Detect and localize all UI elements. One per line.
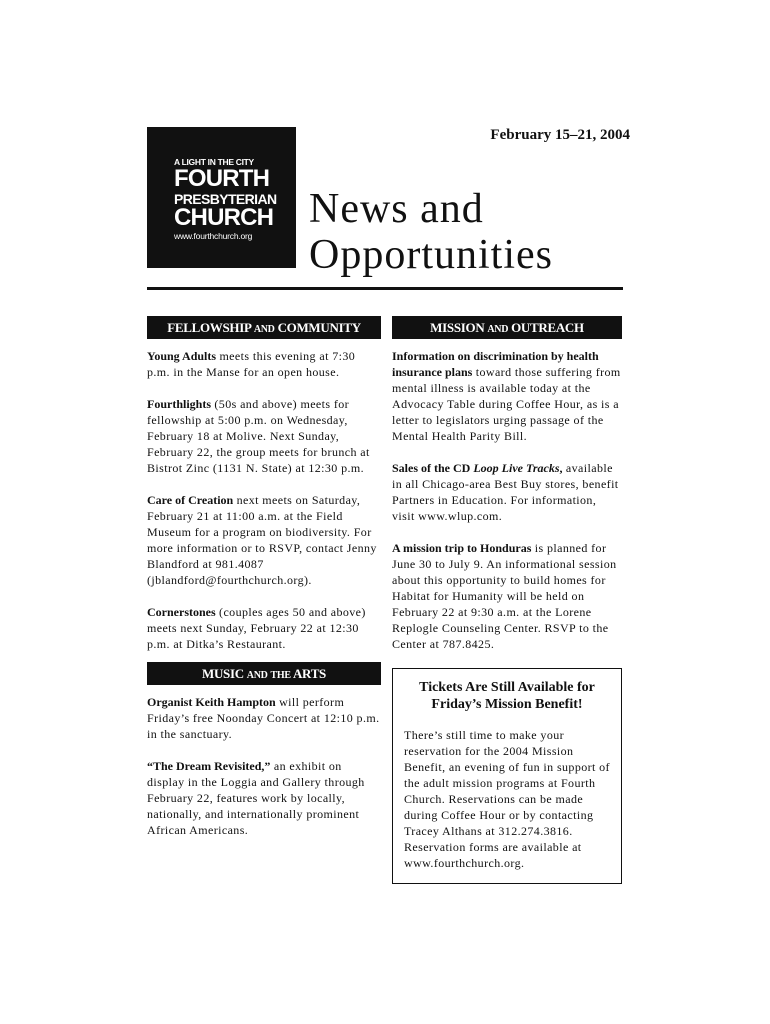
- logo-line-church: CHURCH: [174, 204, 274, 231]
- logo-url: www.fourthchurch.org: [174, 231, 253, 241]
- logo-line-presbyterian: PRESBYTERIAN: [174, 191, 277, 207]
- issue-date: February 15–21, 2004: [490, 127, 630, 143]
- left-column: [147, 316, 381, 854]
- heading-word: THE: [270, 670, 291, 681]
- heading-word: FELLOWSHIP: [167, 320, 251, 335]
- item-title: Young Adults: [147, 349, 217, 363]
- item-text: next meets on Saturday, February 21 at 11:00 a.m. at the Field Museum for a program on biodiversity. For more information or to RSVP, contact Jenny Blandford at 981.4087 (jblandford@fourthchurch.org).: [147, 493, 377, 587]
- item-title: Sales of the CD: [392, 461, 474, 475]
- item-text: toward those suffering from mental illness is available today at the Advocacy Table during Coffee Hour, as is a letter to legislators urging passage of the Mental Health Parity Bill.: [392, 365, 621, 443]
- title-line-2: Opportunities: [309, 232, 553, 278]
- item-title-italic: Loop Live Tracks: [473, 461, 560, 475]
- news-item: [147, 694, 381, 742]
- benefit-callout-box: [392, 668, 622, 884]
- news-item: [147, 396, 381, 476]
- heading-word: COMMUNITY: [277, 320, 361, 335]
- news-item: [147, 492, 381, 588]
- heading-word: ARTS: [292, 666, 326, 681]
- item-title: “The Dream Revisited,”: [147, 759, 271, 773]
- title-line-1: News and: [309, 186, 484, 232]
- item-title: Cornerstones: [147, 605, 216, 619]
- item-text: available in all Chicago-area Best Buy stores, benefit Partners in Education. For information, visit www.wlup.com.: [392, 461, 619, 523]
- item-text: will perform Friday’s free Noonday Concert at 12:10 p.m. in the sanctuary.: [147, 695, 380, 741]
- news-item: [392, 348, 622, 444]
- benefit-text: There’s still time to make your reservation for the 2004 Mission Benefit, an evening of fun in support of the adult mission programs at Fourth Church. Reservations can be made during Coffee Hour or by contacting Tracey Althans at 312.274.3816. Reservation forms are available at www.fourthchurch.org.: [404, 728, 610, 870]
- news-item: [147, 604, 381, 652]
- section-heading-fellowship: [147, 316, 381, 339]
- news-item: [392, 460, 622, 524]
- section-heading-mission: [392, 316, 622, 339]
- item-text: meets this evening at 7:30 p.m. in the Manse for an open house.: [147, 349, 356, 379]
- item-title: Care of Creation: [147, 493, 234, 507]
- item-title: Information on discrimination by health insurance plans: [392, 349, 599, 379]
- item-title: A mission trip to Honduras: [392, 541, 532, 555]
- heading-word: MUSIC: [202, 666, 244, 681]
- item-text: (couples ages 50 and above) meets next Sunday, February 22 at 12:30 p.m. at Ditka’s Restaurant.: [147, 605, 366, 651]
- heading-word: AND: [253, 324, 275, 335]
- item-text: an exhibit on display in the Loggia and Gallery through February 22, features work by locally, nationally, and internationally prominent African Americans.: [147, 759, 365, 837]
- item-text: is planned for June 30 to July 9. An informational session about this opportunity to build homes for Habitat for Humanity will be held on February 22 at 9:30 a.m. at the Lorene Replogle Counseling Center. RSVP to the Center at 787.8425.: [392, 541, 617, 651]
- item-title-tail: ,: [559, 461, 563, 475]
- section-heading-music: [147, 662, 381, 685]
- logo-line-fourth: FOURTH: [174, 165, 270, 192]
- item-text: (50s and above) meets for fellowship at 5:00 p.m. on Wednesday, February 18 at Molive. Next Sunday, February 22, the group meets for brunch at Bistrot Zinc (1131 N. State) at 12:30 p.m.: [147, 397, 370, 475]
- heading-word: OUTREACH: [511, 320, 584, 335]
- news-item: [147, 758, 381, 838]
- heading-word: AND: [246, 670, 268, 681]
- news-item: [392, 540, 622, 652]
- news-item: [147, 348, 381, 380]
- benefit-heading: Tickets Are Still Available for Friday’s Mission Benefit!: [419, 680, 595, 712]
- page-title: [309, 186, 553, 278]
- item-title: Organist Keith Hampton: [147, 695, 276, 709]
- logo-tagline: A LIGHT IN THE CITY: [174, 157, 254, 167]
- heading-word: MISSION: [430, 320, 485, 335]
- header-rule: [147, 287, 623, 290]
- heading-word: AND: [487, 324, 509, 335]
- item-title: Fourthlights: [147, 397, 212, 411]
- church-logo: [147, 127, 296, 268]
- right-column: [392, 316, 622, 884]
